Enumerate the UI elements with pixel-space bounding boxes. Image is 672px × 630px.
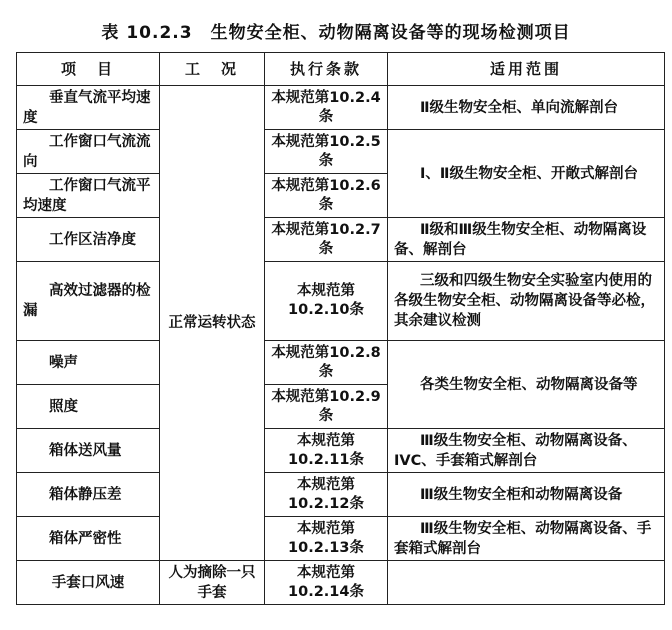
- item-label: 噪声: [49, 354, 78, 371]
- scope-cell: [388, 429, 665, 473]
- scope-cell: [388, 341, 665, 429]
- clause-cell: 本规范第10.2.4条: [265, 86, 388, 130]
- item-cell: [17, 517, 160, 561]
- table-row: [17, 429, 665, 473]
- item-cell: [17, 130, 160, 174]
- clause-cell: 本规范第10.2.10条: [265, 262, 388, 341]
- item-label: 工作窗口气流平均速度: [23, 177, 151, 214]
- item-cell: 手套口风速: [17, 561, 160, 605]
- item-cell: [17, 385, 160, 429]
- condition-cell-glove: 人为摘除一只手套: [160, 561, 265, 605]
- item-label: 工作区洁净度: [49, 231, 136, 248]
- item-cell: [17, 429, 160, 473]
- clause-cell: 本规范第10.2.11条: [265, 429, 388, 473]
- clause-cell: 本规范第10.2.12条: [265, 473, 388, 517]
- scope-cell: [388, 130, 665, 218]
- scope-label: Ⅲ级生物安全柜和动物隔离设备: [420, 486, 623, 503]
- table-row: [17, 517, 665, 561]
- item-label: 高效过滤器的检漏: [23, 283, 151, 319]
- scope-label: 三级和四级生物安全实验室内使用的各级生物安全柜、动物隔离设备等必检，其余建议检测: [394, 273, 655, 329]
- item-label: 垂直气流平均速度: [23, 89, 151, 126]
- table-row: [17, 130, 665, 174]
- clause-cell: 本规范第10.2.6条: [265, 174, 388, 218]
- scope-label: Ⅱ级和Ⅲ级生物安全柜、动物隔离设备、解剖台: [394, 221, 647, 258]
- detection-items-table: [16, 52, 665, 605]
- scope-cell: [388, 262, 665, 341]
- clause-cell: 本规范第10.2.14条: [265, 561, 388, 605]
- clause-cell: 本规范第10.2.8条: [265, 341, 388, 385]
- table-row: [17, 473, 665, 517]
- scope-cell: [388, 517, 665, 561]
- scope-label: 各类生物安全柜、动物隔离设备等: [420, 376, 638, 393]
- header-clause: 执行条款: [265, 53, 388, 86]
- item-label: 照度: [49, 398, 78, 415]
- item-label: 箱体静压差: [49, 486, 122, 503]
- header-scope: 适用范围: [388, 53, 665, 86]
- scope-cell: [388, 218, 665, 262]
- condition-label: 正常运转状态: [168, 315, 256, 331]
- item-cell: [17, 174, 160, 218]
- item-cell: [17, 473, 160, 517]
- header-condition: 工 况: [160, 53, 265, 86]
- clause-cell: 本规范第10.2.13条: [265, 517, 388, 561]
- clause-cell: 本规范第10.2.5条: [265, 130, 388, 174]
- condition-cell-normal: [160, 86, 265, 561]
- table-row: [17, 218, 665, 262]
- table-row: [17, 341, 665, 385]
- scope-cell: [388, 473, 665, 517]
- scope-cell: [388, 561, 665, 605]
- table-row: [17, 262, 665, 341]
- scope-label: Ⅰ、Ⅱ级生物安全柜、开敞式解剖台: [420, 165, 638, 182]
- item-label: 工作窗口气流流向: [23, 133, 151, 170]
- clause-cell: 本规范第10.2.7条: [265, 218, 388, 262]
- table-header-row: [17, 53, 665, 86]
- item-cell: [17, 86, 160, 130]
- item-label: 箱体严密性: [49, 530, 122, 547]
- item-label: 箱体送风量: [49, 442, 122, 459]
- clause-cell: 本规范第10.2.9条: [265, 385, 388, 429]
- scope-label: Ⅱ级生物安全柜、单向流解剖台: [420, 99, 619, 116]
- item-cell: [17, 262, 160, 341]
- scope-label: Ⅲ级生物安全柜、动物隔离设备、手套箱式解剖台: [394, 520, 652, 557]
- scope-label: Ⅲ级生物安全柜、动物隔离设备、IVC、手套箱式解剖台: [394, 432, 637, 469]
- table-title: 表 10.2.3 生物安全柜、动物隔离设备等的现场检测项目: [101, 23, 571, 43]
- item-cell: [17, 218, 160, 262]
- table-row: [17, 561, 665, 605]
- scope-cell: [388, 86, 665, 130]
- table-row: [17, 86, 665, 130]
- item-cell: [17, 341, 160, 385]
- header-item: 项 目: [17, 53, 160, 86]
